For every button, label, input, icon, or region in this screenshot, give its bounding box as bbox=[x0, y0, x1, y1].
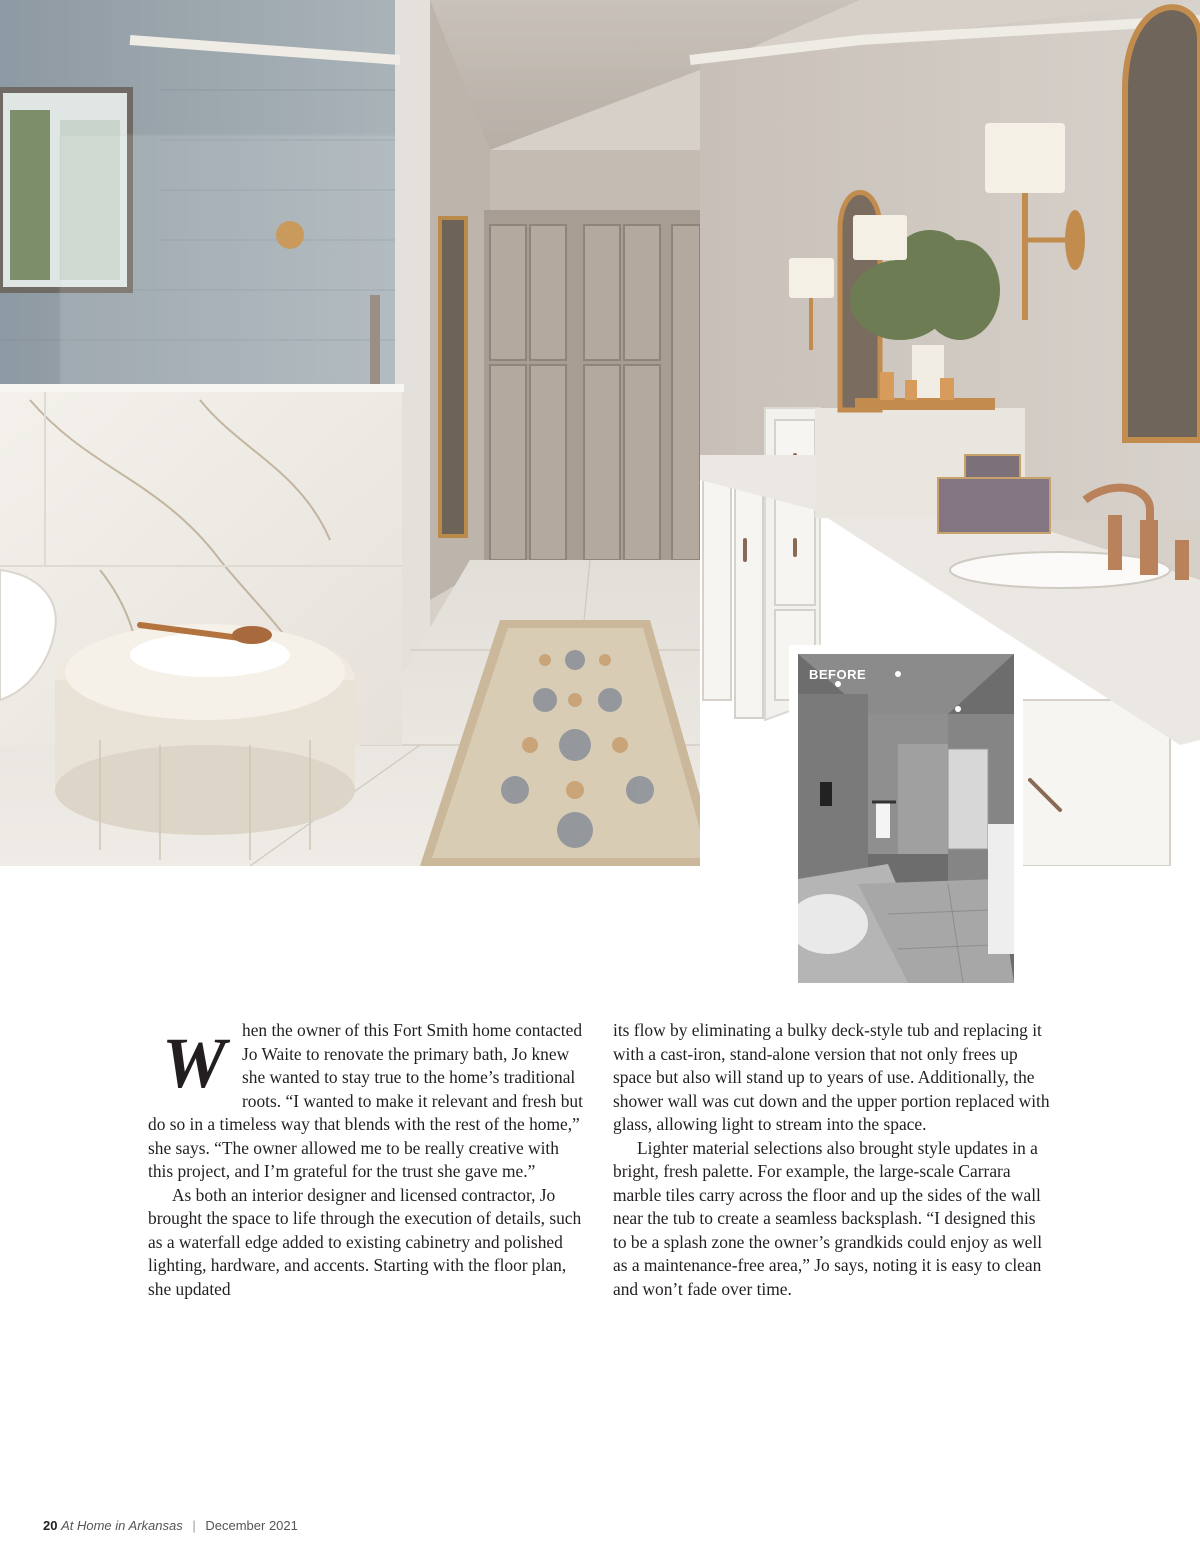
issue-date: December 2021 bbox=[205, 1518, 298, 1533]
article-paragraph: Lighter material selections also brought style updates in a bright, fresh palette. For example, the large-scale Carrara marble tiles carry across the floor and up the sides of the wall near the tub to create a seamless backsplash. “I designed this to be a splash zone the owner’s grandkids could enjoy as well as a maintenance-free area,” Jo says, noting it is easy to clean and won’t fade over time. bbox=[613, 1137, 1043, 1299]
before-photo-inset bbox=[789, 645, 1023, 992]
article-paragraph: its flow by eliminating a bulky deck-style tub and replacing it with a cast-iron, stand-alone version that not only frees up space but also will stand up to years of use. Additionally, the shower wall was cut down and the upper portion replaced with glass, allowing light to stream into the space. bbox=[613, 1020, 1050, 1134]
drop-cap: W bbox=[162, 1023, 227, 1103]
before-label: BEFORE bbox=[809, 667, 867, 682]
page-footer bbox=[43, 1518, 298, 1533]
magazine-title: At Home in Arkansas bbox=[61, 1518, 183, 1533]
footer-separator: | bbox=[192, 1518, 196, 1533]
article-paragraph: hen the owner of this Fort Smith home contacted Jo Waite to renovate the primary bath, Jo knew she wanted to stay true to the home’s traditional roots. “I wanted to make it relevant and fresh but do so in a timeless way that blends with the rest of the home,” she says. “The owner allowed me to be really creative with this project, and I’m grateful for the trust she gave me.” bbox=[148, 1020, 583, 1181]
article-paragraph: As both an interior designer and licensed contractor, Jo brought the space to life through the execution of details, such as a waterfall edge added to existing cabinetry and polished lighting, hardware, and accents. Starting with the floor plan, she updated bbox=[148, 1184, 582, 1299]
page-number: 20 bbox=[43, 1518, 58, 1533]
before-bathroom-photo bbox=[798, 654, 1014, 983]
article-right-column bbox=[613, 1019, 1053, 1301]
article-left-column bbox=[148, 1019, 588, 1301]
